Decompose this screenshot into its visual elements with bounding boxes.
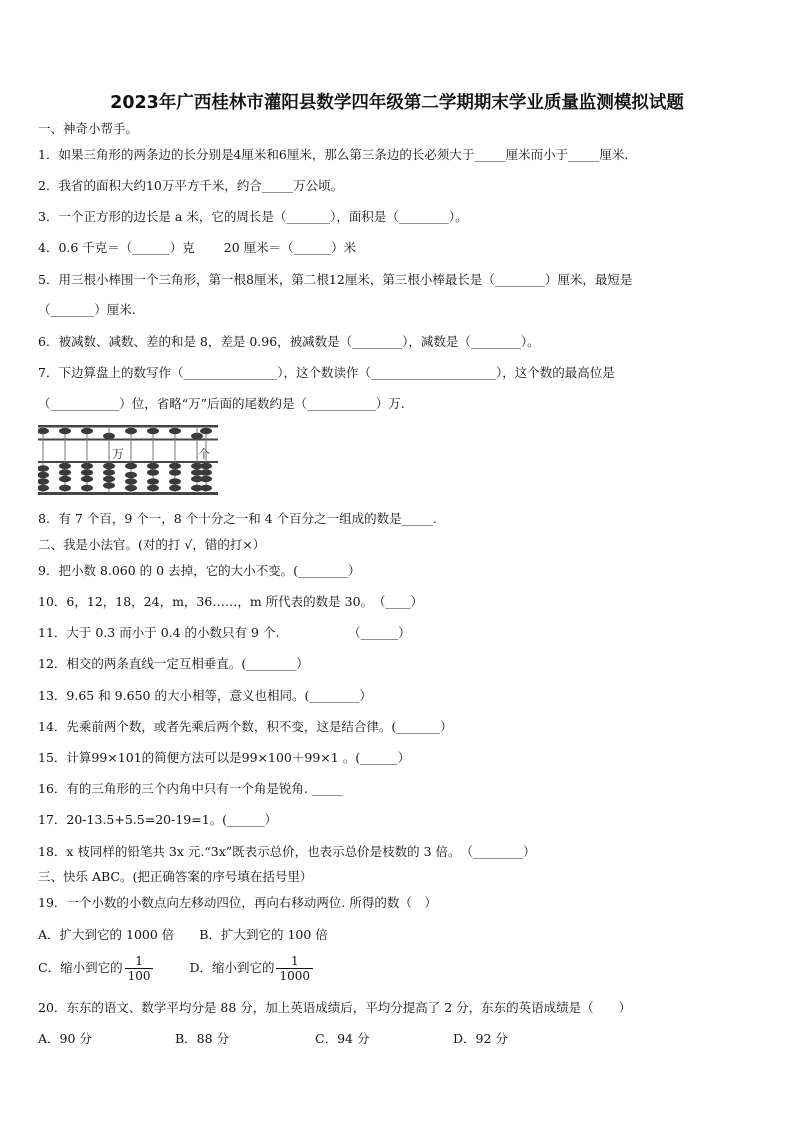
question-3: 3．一个正方形的边长是 a 米，它的周长是（_______），面积是（________）。 xyxy=(38,209,468,224)
question-5-line-2: （_______）厘米. xyxy=(38,302,136,317)
abacus-lower-bead xyxy=(200,485,212,491)
abacus-lower-bead xyxy=(103,476,115,482)
abacus-lower-bead xyxy=(147,478,159,484)
abacus-upper-bead xyxy=(169,428,181,434)
abacus-lower-bead xyxy=(125,485,137,491)
abacus-lower-bead xyxy=(147,469,159,475)
question-6: 6．被减数、减数、差的和是 8，差是 0.96，被减数是（________），减数是（________）。 xyxy=(38,334,540,349)
question-4: 4．0.6 千克＝（______）克 20 厘米＝（______）米 xyxy=(38,240,357,255)
abacus-figure xyxy=(38,424,218,496)
abacus-lower-bead xyxy=(59,463,71,469)
abacus-lower-bead xyxy=(125,463,137,469)
option-b: B．88 分 xyxy=(175,1031,230,1046)
abacus-lower-bead xyxy=(59,476,71,482)
abacus-lower-bead xyxy=(81,476,93,482)
abacus-upper-bead xyxy=(81,428,93,434)
option-d-text: D．缩小到它的 xyxy=(189,960,275,975)
page-title: 2023年广西桂林市灌阳县数学四年级第二学期期末学业质量监测模拟试题 xyxy=(110,93,684,113)
section-heading-1: 一、神奇小帮手。 xyxy=(38,121,139,136)
abacus-lower-bead xyxy=(169,485,181,491)
abacus-lower-bead xyxy=(147,485,159,491)
question-16: 16．有的三角形的三个内角中只有一个角是锐角. _____ xyxy=(38,781,344,796)
fraction-denominator: 1000 xyxy=(276,968,313,983)
abacus-lower-bead xyxy=(125,472,137,478)
question-20: 20．东东的语文、数学平均分是 88 分，加上英语成绩后，平均分提高了 2 分，东东的英语成绩是（ ） xyxy=(38,1000,632,1015)
abacus-lower-bead xyxy=(81,485,93,491)
question-8: 8．有 7 个百，9 个一，8 个十分之一和 4 个百分之一组成的数是_____. xyxy=(38,511,437,526)
question-15: 15．计算99×101的简便方法可以是99×100＋99×1 。(______） xyxy=(38,750,411,765)
question-5-line-1: 5．用三根小棒围一个三角形，第一根8厘米，第二根12厘米，第三根小棒最长是（________）厘米，最短是 xyxy=(38,272,633,287)
question-11: 11．大于 0.3 而小于 0.4 的小数只有 9 个. （______） xyxy=(38,625,411,640)
abacus-lower-bead xyxy=(147,463,159,469)
question-10: 10．6，12，18，24，m，36……，m 所代表的数是 30。 （____） xyxy=(38,594,424,609)
abacus-lower-bead xyxy=(169,463,181,469)
abacus-upper-bead xyxy=(125,428,137,434)
question-12: 12．相交的两条直线一定互相垂直。(________） xyxy=(38,656,309,671)
fraction-denominator: 100 xyxy=(125,968,154,983)
option-a: A．90 分 xyxy=(38,1031,92,1046)
question-17: 17．20-13.5+5.5=20-19=1。(______） xyxy=(38,812,278,827)
abacus-lower-bead xyxy=(200,476,212,482)
question-13: 13．9.65 和 9.650 的大小相等，意义也相同。(________） xyxy=(38,688,372,703)
option-d: D．92 分 xyxy=(453,1031,508,1046)
abacus-lower-bead xyxy=(125,478,137,484)
abacus-lower-bead xyxy=(103,482,115,488)
abacus-lower-bead xyxy=(169,478,181,484)
section-heading-2: 二、我是小法官。(对的打 √，错的打×） xyxy=(38,537,266,552)
abacus-lower-bead xyxy=(103,469,115,475)
abacus-upper-bead xyxy=(200,428,212,434)
abacus-upper-bead xyxy=(147,428,159,434)
abacus-lower-bead xyxy=(200,463,212,469)
abacus-lower-bead xyxy=(59,469,71,475)
question-19-options-ab: A．扩大到它的 1000 倍 B．扩大到它的 100 倍 xyxy=(38,927,328,942)
question-1: 1．如果三角形的两条边的长分别是4厘米和6厘米，那么第三条边的长必须大于_____厘米而小于_____厘米. xyxy=(38,147,629,162)
abacus-label-wan: 万 xyxy=(112,447,125,461)
abacus-lower-bead xyxy=(59,485,71,491)
question-19-options-cd xyxy=(38,953,315,983)
question-7-line-2: （___________）位，省略“万”后面的尾数约是（___________）万. xyxy=(38,396,405,411)
question-20-options xyxy=(38,1031,508,1047)
fraction-one-thousandth xyxy=(276,954,313,983)
abacus-lower-bead xyxy=(103,463,115,469)
fraction-one-hundredth xyxy=(125,954,154,983)
abacus-upper-bead xyxy=(191,433,203,439)
option-c-text: C．缩小到它的 xyxy=(38,960,123,975)
abacus-upper-bead xyxy=(59,428,71,434)
option-c: C．94 分 xyxy=(315,1031,370,1046)
section-heading-3: 三、快乐 ABC。(把正确答案的序号填在括号里） xyxy=(38,869,313,884)
question-14: 14．先乘前两个数，或者先乘后两个数，积不变，这是结合律。(_______） xyxy=(38,719,453,734)
question-19: 19．一个小数的小数点向左移动四位，再向右移动两位. 所得的数（ ） xyxy=(38,895,437,910)
fraction-numerator: 1 xyxy=(135,954,143,968)
abacus-upper-bead xyxy=(103,433,115,439)
abacus-lower-bead xyxy=(81,463,93,469)
question-18: 18．x 枝同样的铅笔共 3x 元.“3x”既表示总价，也表示总价是枝数的 3 倍。 （________） xyxy=(38,844,536,859)
abacus-lower-bead xyxy=(81,469,93,475)
question-7-line-1: 7．下边算盘上的数写作（_______________），这个数读作（____________________），这个数的最高位是 xyxy=(38,365,615,380)
abacus-label-ge: 个 xyxy=(198,447,211,461)
question-9: 9．把小数 8.060 的 0 去掉，它的大小不变。(________） xyxy=(38,563,361,578)
question-2: 2．我省的面积大约10万平方千米，约合_____万公顷。 xyxy=(38,178,344,193)
fraction-numerator: 1 xyxy=(290,954,299,968)
abacus-lower-bead xyxy=(169,469,181,475)
abacus-lower-bead xyxy=(200,469,212,475)
